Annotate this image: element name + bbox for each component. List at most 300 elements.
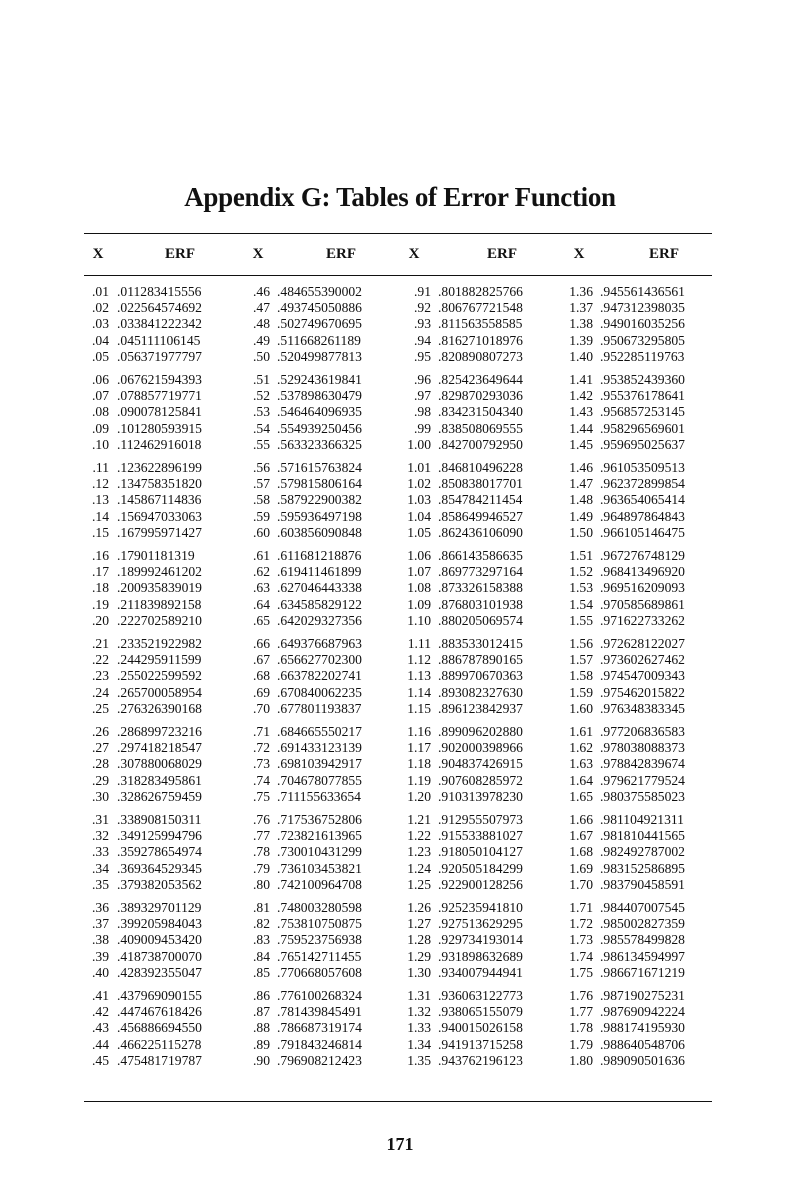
table-row bbox=[84, 548, 712, 564]
erf-value: .978842839674 bbox=[600, 756, 685, 772]
erf-value: .854784211454 bbox=[438, 492, 523, 508]
erf-value: .656627702300 bbox=[277, 652, 362, 668]
erf-value: .759523756938 bbox=[277, 932, 362, 948]
erf-value: .493745050886 bbox=[277, 300, 362, 316]
erf-value: .931898632689 bbox=[438, 948, 523, 964]
erf-value: .873326158388 bbox=[438, 580, 523, 596]
x-value: .67 bbox=[253, 652, 270, 668]
erf-value: .546464096935 bbox=[277, 404, 362, 420]
erf-value: .663782202741 bbox=[277, 668, 362, 684]
x-value: 1.62 bbox=[569, 740, 593, 756]
erf-value: .981104921311 bbox=[600, 812, 684, 827]
x-value: .16 bbox=[92, 548, 109, 563]
x-value: 1.52 bbox=[569, 564, 593, 580]
table-row bbox=[84, 509, 712, 525]
erf-value: .876803101938 bbox=[438, 596, 523, 612]
table-row bbox=[84, 1053, 712, 1069]
table-row bbox=[84, 284, 712, 300]
erf-value: .941913715258 bbox=[438, 1036, 523, 1052]
erf-value: .955376178641 bbox=[600, 388, 685, 404]
x-value: .25 bbox=[92, 700, 109, 716]
x-value: .30 bbox=[92, 788, 109, 804]
erf-value: .925235941810 bbox=[438, 900, 523, 915]
table-row bbox=[84, 460, 712, 476]
x-value: .91 bbox=[414, 284, 431, 299]
erf-value: .929734193014 bbox=[438, 932, 523, 948]
x-value: .70 bbox=[253, 700, 270, 716]
erf-value: .717536752806 bbox=[277, 812, 362, 827]
erf-value: .222702589210 bbox=[117, 612, 202, 628]
x-value: .62 bbox=[253, 564, 270, 580]
erf-value: .959695025637 bbox=[600, 436, 685, 452]
x-value: .04 bbox=[92, 332, 109, 348]
x-value: 1.37 bbox=[569, 300, 593, 316]
erf-value: .537898630479 bbox=[277, 388, 362, 404]
erf-value: .987190275231 bbox=[600, 988, 685, 1003]
x-value: .28 bbox=[92, 756, 109, 772]
x-value: .12 bbox=[92, 476, 109, 492]
x-value: 1.78 bbox=[569, 1020, 593, 1036]
erf-value: .753810750875 bbox=[277, 916, 362, 932]
x-value: .90 bbox=[253, 1052, 270, 1068]
table-body bbox=[84, 284, 712, 1076]
x-value: 1.46 bbox=[569, 460, 593, 475]
erf-value: .971622733262 bbox=[600, 612, 685, 628]
table-row bbox=[84, 724, 712, 740]
erf-value: .123622896199 bbox=[117, 460, 202, 475]
x-value: 1.56 bbox=[569, 636, 593, 651]
header-x-3: X bbox=[408, 246, 420, 262]
erf-value: .825423649644 bbox=[438, 372, 523, 387]
x-value: .44 bbox=[92, 1036, 109, 1052]
erf-value: .974547009343 bbox=[600, 668, 685, 684]
x-value: .84 bbox=[253, 948, 270, 964]
x-value: 1.33 bbox=[407, 1020, 431, 1036]
x-value: .55 bbox=[253, 436, 270, 452]
x-value: .77 bbox=[253, 828, 270, 844]
erf-value: .945561436561 bbox=[600, 284, 685, 299]
erf-value: .511668261189 bbox=[277, 332, 361, 348]
erf-value: .943762196123 bbox=[438, 1052, 523, 1068]
erf-value: .265700058954 bbox=[117, 684, 202, 700]
erf-value: .910313978230 bbox=[438, 788, 523, 804]
x-value: 1.24 bbox=[407, 860, 431, 876]
erf-value: .977206836583 bbox=[600, 724, 685, 739]
x-value: .95 bbox=[414, 348, 431, 364]
x-value: .88 bbox=[253, 1020, 270, 1036]
erf-value: .886787890165 bbox=[438, 652, 523, 668]
x-value: 1.17 bbox=[407, 740, 431, 756]
erf-value: .866143586635 bbox=[438, 548, 523, 563]
x-value: .36 bbox=[92, 900, 109, 915]
erf-value: .964897864843 bbox=[600, 508, 685, 524]
x-value: .26 bbox=[92, 724, 109, 739]
erf-value: .973602627462 bbox=[600, 652, 685, 668]
erf-value: .983790458591 bbox=[600, 876, 685, 892]
erf-value: .791843246814 bbox=[277, 1036, 362, 1052]
x-value: .43 bbox=[92, 1020, 109, 1036]
erf-value: .811563558585 bbox=[438, 316, 523, 332]
table-row bbox=[84, 812, 712, 828]
erf-value: .189992461202 bbox=[117, 564, 202, 580]
header-x-2: X bbox=[252, 246, 264, 262]
x-value: 1.69 bbox=[569, 860, 593, 876]
table-row bbox=[84, 1037, 712, 1053]
table-row bbox=[84, 333, 712, 349]
table-row bbox=[84, 861, 712, 877]
x-value: 1.41 bbox=[569, 372, 593, 387]
erf-value: .409009453420 bbox=[117, 932, 202, 948]
erf-value: .642029327356 bbox=[277, 612, 362, 628]
x-value: .74 bbox=[253, 772, 270, 788]
x-value: .45 bbox=[92, 1052, 109, 1068]
erf-value: .883533012415 bbox=[438, 636, 523, 651]
erf-value: .338908150311 bbox=[117, 812, 202, 827]
erf-value: .902000398966 bbox=[438, 740, 523, 756]
erf-value: .045111106145 bbox=[117, 332, 201, 348]
erf-value: .603856090848 bbox=[277, 524, 362, 540]
erf-value: .563323366325 bbox=[277, 436, 362, 452]
erf-value: .958296569601 bbox=[600, 420, 685, 436]
table-row bbox=[84, 701, 712, 717]
table-row bbox=[84, 789, 712, 805]
erf-value: .986671671219 bbox=[600, 964, 685, 980]
x-value: 1.30 bbox=[407, 964, 431, 980]
erf-value: .829870293036 bbox=[438, 388, 523, 404]
erf-value: .862436106090 bbox=[438, 524, 523, 540]
erf-value: .255022599592 bbox=[117, 668, 202, 684]
erf-value: .619411461899 bbox=[277, 564, 362, 580]
table-bottom-rule bbox=[84, 1101, 712, 1102]
x-value: .48 bbox=[253, 316, 270, 332]
x-value: .02 bbox=[92, 300, 109, 316]
erf-value: .17901181319 bbox=[117, 548, 195, 563]
erf-value: .475481719787 bbox=[117, 1052, 202, 1068]
x-value: .17 bbox=[92, 564, 109, 580]
table-row bbox=[84, 773, 712, 789]
erf-value: .962372899854 bbox=[600, 476, 685, 492]
erf-value: .949016035256 bbox=[600, 316, 685, 332]
x-value: .66 bbox=[253, 636, 270, 651]
table-row bbox=[84, 844, 712, 860]
erf-value: .986134594997 bbox=[600, 948, 685, 964]
erf-value: .101280593915 bbox=[117, 420, 202, 436]
x-value: 1.60 bbox=[569, 700, 593, 716]
x-value: 1.10 bbox=[407, 612, 431, 628]
erf-value: .627046443338 bbox=[277, 580, 362, 596]
x-value: 1.45 bbox=[569, 436, 593, 452]
table-row bbox=[84, 828, 712, 844]
erf-value: .968413496920 bbox=[600, 564, 685, 580]
x-value: 1.02 bbox=[407, 476, 431, 492]
x-value: 1.22 bbox=[407, 828, 431, 844]
x-value: .89 bbox=[253, 1036, 270, 1052]
x-value: 1.68 bbox=[569, 844, 593, 860]
x-value: 1.38 bbox=[569, 316, 593, 332]
header-x-4: X bbox=[573, 246, 585, 262]
table-row bbox=[84, 988, 712, 1004]
erf-value: .940015026158 bbox=[438, 1020, 523, 1036]
x-value: 1.57 bbox=[569, 652, 593, 668]
erf-value: .022564574692 bbox=[117, 300, 202, 316]
table-row bbox=[84, 404, 712, 420]
erf-value: .981810441565 bbox=[600, 828, 685, 844]
table-row bbox=[84, 437, 712, 453]
x-value: 1.13 bbox=[407, 668, 431, 684]
x-value: 1.34 bbox=[407, 1036, 431, 1052]
erf-value: .976348383345 bbox=[600, 700, 685, 716]
x-value: 1.00 bbox=[407, 436, 431, 452]
erf-value: .858649946527 bbox=[438, 508, 523, 524]
page-title: Appendix G: Tables of Error Function bbox=[184, 182, 616, 212]
x-value: 1.18 bbox=[407, 756, 431, 772]
x-value: .72 bbox=[253, 740, 270, 756]
x-value: .24 bbox=[92, 684, 109, 700]
x-value: 1.66 bbox=[569, 812, 593, 827]
erf-value: .816271018976 bbox=[438, 332, 523, 348]
x-value: .53 bbox=[253, 404, 270, 420]
erf-value: .634585829122 bbox=[277, 596, 362, 612]
erf-value: .781439845491 bbox=[277, 1004, 362, 1020]
table-row bbox=[84, 652, 712, 668]
x-value: 1.16 bbox=[407, 724, 431, 739]
x-value: 1.61 bbox=[569, 724, 593, 739]
erf-value: .011283415556 bbox=[117, 284, 202, 299]
x-value: .46 bbox=[253, 284, 270, 299]
erf-value: .985002827359 bbox=[600, 916, 685, 932]
erf-value: .428392355047 bbox=[117, 964, 202, 980]
row-group bbox=[84, 548, 712, 629]
erf-value: .318283495861 bbox=[117, 772, 202, 788]
x-value: 1.42 bbox=[569, 388, 593, 404]
x-value: .68 bbox=[253, 668, 270, 684]
table-row bbox=[84, 316, 712, 332]
x-value: .34 bbox=[92, 860, 109, 876]
erf-value: .359278654974 bbox=[117, 844, 202, 860]
table-row bbox=[84, 1020, 712, 1036]
x-value: .80 bbox=[253, 876, 270, 892]
table-row bbox=[84, 636, 712, 652]
table-header bbox=[84, 246, 712, 266]
erf-value: .134758351820 bbox=[117, 476, 202, 492]
x-value: .18 bbox=[92, 580, 109, 596]
erf-value: .987690942224 bbox=[600, 1004, 685, 1020]
table-row bbox=[84, 564, 712, 580]
row-group bbox=[84, 284, 712, 365]
x-value: 1.40 bbox=[569, 348, 593, 364]
header-erf-4: ERF bbox=[649, 246, 679, 262]
table-row bbox=[84, 900, 712, 916]
page-number: 171 bbox=[386, 1134, 414, 1154]
x-value: 1.09 bbox=[407, 596, 431, 612]
x-value: .73 bbox=[253, 756, 270, 772]
erf-value: .389329701129 bbox=[117, 900, 202, 915]
erf-value: .899096202880 bbox=[438, 724, 523, 739]
table-row bbox=[84, 421, 712, 437]
x-value: 1.43 bbox=[569, 404, 593, 420]
table-row bbox=[84, 580, 712, 596]
erf-value: .730010431299 bbox=[277, 844, 362, 860]
x-value: 1.76 bbox=[569, 988, 593, 1003]
row-group bbox=[84, 460, 712, 541]
x-value: 1.32 bbox=[407, 1004, 431, 1020]
erf-value: .276326390168 bbox=[117, 700, 202, 716]
x-value: 1.80 bbox=[569, 1052, 593, 1068]
header-erf-2: ERF bbox=[326, 246, 356, 262]
erf-value: .907608285972 bbox=[438, 772, 523, 788]
erf-value: .587922900382 bbox=[277, 492, 362, 508]
erf-value: .200935839019 bbox=[117, 580, 202, 596]
x-value: 1.63 bbox=[569, 756, 593, 772]
erf-value: .988174195930 bbox=[600, 1020, 685, 1036]
x-value: 1.74 bbox=[569, 948, 593, 964]
erf-value: .850838017701 bbox=[438, 476, 523, 492]
x-value: 1.77 bbox=[569, 1004, 593, 1020]
erf-value: .786687319174 bbox=[277, 1020, 362, 1036]
erf-value: .934007944941 bbox=[438, 964, 523, 980]
erf-value: .456886694550 bbox=[117, 1020, 202, 1036]
x-value: 1.26 bbox=[407, 900, 431, 915]
x-value: .87 bbox=[253, 1004, 270, 1020]
x-value: 1.49 bbox=[569, 508, 593, 524]
erf-value: .349125994796 bbox=[117, 828, 202, 844]
table-row bbox=[84, 668, 712, 684]
x-value: 1.50 bbox=[569, 524, 593, 540]
table-top-rule bbox=[84, 233, 712, 234]
erf-value: .112462916018 bbox=[117, 436, 202, 452]
x-value: 1.23 bbox=[407, 844, 431, 860]
erf-value: .869773297164 bbox=[438, 564, 523, 580]
erf-value: .806767721548 bbox=[438, 300, 523, 316]
erf-value: .904837426915 bbox=[438, 756, 523, 772]
erf-value: .988640548706 bbox=[600, 1036, 685, 1052]
table-row bbox=[84, 756, 712, 772]
erf-value: .571615763824 bbox=[277, 460, 362, 475]
x-value: .01 bbox=[92, 284, 109, 299]
erf-value: .595936497198 bbox=[277, 508, 362, 524]
erf-value: .579815806164 bbox=[277, 476, 362, 492]
x-value: 1.64 bbox=[569, 772, 593, 788]
erf-value: .649376687963 bbox=[277, 636, 362, 651]
x-value: .98 bbox=[414, 404, 431, 420]
x-value: .54 bbox=[253, 420, 270, 436]
erf-value: .529243619841 bbox=[277, 372, 362, 387]
x-value: .76 bbox=[253, 812, 270, 827]
erf-value: .922900128256 bbox=[438, 876, 523, 892]
x-value: .97 bbox=[414, 388, 431, 404]
x-value: 1.39 bbox=[569, 332, 593, 348]
erf-value: .966105146475 bbox=[600, 524, 685, 540]
erf-value: .972628122027 bbox=[600, 636, 685, 651]
x-value: 1.70 bbox=[569, 876, 593, 892]
x-value: .81 bbox=[253, 900, 270, 915]
x-value: .20 bbox=[92, 612, 109, 628]
x-value: 1.73 bbox=[569, 932, 593, 948]
x-value: .41 bbox=[92, 988, 109, 1003]
erf-value: .691433123139 bbox=[277, 740, 362, 756]
table-row bbox=[84, 597, 712, 613]
erf-value: .736103453821 bbox=[277, 860, 362, 876]
erf-value: .369364529345 bbox=[117, 860, 202, 876]
erf-value: .770668057608 bbox=[277, 964, 362, 980]
table-row bbox=[84, 916, 712, 932]
x-value: 1.01 bbox=[407, 460, 431, 475]
x-value: .08 bbox=[92, 404, 109, 420]
x-value: .82 bbox=[253, 916, 270, 932]
x-value: 1.12 bbox=[407, 652, 431, 668]
erf-value: .244295911599 bbox=[117, 652, 202, 668]
x-value: 1.65 bbox=[569, 788, 593, 804]
x-value: .75 bbox=[253, 788, 270, 804]
x-value: .65 bbox=[253, 612, 270, 628]
erf-value: .297418218547 bbox=[117, 740, 202, 756]
erf-value: .967276748129 bbox=[600, 548, 685, 563]
erf-value: .307880068029 bbox=[117, 756, 202, 772]
x-value: 1.03 bbox=[407, 492, 431, 508]
x-value: .03 bbox=[92, 316, 109, 332]
erf-value: .167995971427 bbox=[117, 524, 202, 540]
x-value: 1.15 bbox=[407, 700, 431, 716]
erf-value: .484655390002 bbox=[277, 284, 362, 299]
x-value: .10 bbox=[92, 436, 109, 452]
erf-value: .286899723216 bbox=[117, 724, 202, 739]
x-value: .52 bbox=[253, 388, 270, 404]
erf-value: .893082327630 bbox=[438, 684, 523, 700]
erf-value: .520499877813 bbox=[277, 348, 362, 364]
x-value: 1.08 bbox=[407, 580, 431, 596]
erf-value: .711155633654 bbox=[277, 788, 361, 804]
x-value: 1.36 bbox=[569, 284, 593, 299]
table-row bbox=[84, 685, 712, 701]
erf-value: .056371977797 bbox=[117, 348, 202, 364]
erf-value: .915533881027 bbox=[438, 828, 523, 844]
x-value: 1.31 bbox=[407, 988, 431, 1003]
erf-value: .889970670363 bbox=[438, 668, 523, 684]
x-value: .56 bbox=[253, 460, 270, 475]
erf-value: .927513629295 bbox=[438, 916, 523, 932]
row-group bbox=[84, 724, 712, 805]
erf-value: .989090501636 bbox=[600, 1052, 685, 1068]
table-row bbox=[84, 388, 712, 404]
x-value: .85 bbox=[253, 964, 270, 980]
erf-value: .801882825766 bbox=[438, 284, 523, 299]
erf-value: .838508069555 bbox=[438, 420, 523, 436]
x-value: .50 bbox=[253, 348, 270, 364]
x-value: .15 bbox=[92, 524, 109, 540]
erf-value: .980375585023 bbox=[600, 788, 685, 804]
x-value: .59 bbox=[253, 508, 270, 524]
erf-value: .156947033063 bbox=[117, 508, 202, 524]
erf-value: .742100964708 bbox=[277, 876, 362, 892]
x-value: 1.55 bbox=[569, 612, 593, 628]
table-header-rule bbox=[84, 275, 712, 276]
x-value: .58 bbox=[253, 492, 270, 508]
table-row bbox=[84, 1004, 712, 1020]
row-group bbox=[84, 988, 712, 1069]
x-value: .05 bbox=[92, 348, 109, 364]
row-group bbox=[84, 372, 712, 453]
erf-value: .912955507973 bbox=[438, 812, 523, 827]
x-value: 1.47 bbox=[569, 476, 593, 492]
erf-value: .765142711455 bbox=[277, 948, 362, 964]
x-value: .40 bbox=[92, 964, 109, 980]
header-erf-3: ERF bbox=[487, 246, 517, 262]
x-value: .31 bbox=[92, 812, 109, 827]
erf-value: .677801193837 bbox=[277, 700, 362, 716]
table-row bbox=[84, 740, 712, 756]
erf-value: .399205984043 bbox=[117, 916, 202, 932]
x-value: 1.27 bbox=[407, 916, 431, 932]
